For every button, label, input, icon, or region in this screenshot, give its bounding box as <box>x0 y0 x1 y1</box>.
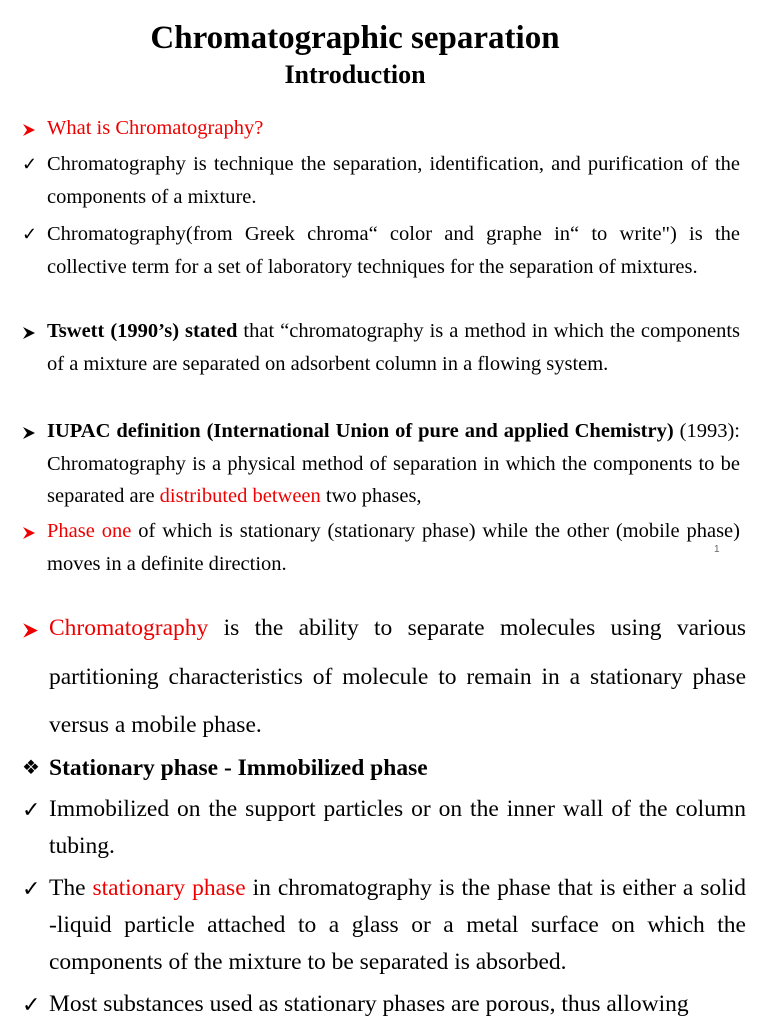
slide-number: 1 <box>714 544 720 555</box>
definition-2-text: Chromatography(from Greek chroma“ color and graphe in“ to write") is the collective term for a set of laboratory techniques for the separation of mixtures. <box>47 223 740 278</box>
check-icon: ✓ <box>22 992 41 1017</box>
phase-one-red: Phase one <box>47 520 132 542</box>
stationary-def-rest: in chromatography is the phase that is either a solid -liquid particle attached to a glass or a metal surface on which the components of the mixture to be separated is absorbed. <box>49 875 746 975</box>
check-icon: ✓ <box>22 797 41 822</box>
page-title: Chromatographic separation <box>150 20 560 56</box>
tswett-bold: Tswett (1990’s) stated <box>47 320 238 342</box>
arrow-bullet-icon <box>22 610 39 647</box>
porous-text: Most substances used as stationary phases are porous, thus allowing <box>49 991 689 1017</box>
tswett-rest: that “chromatography is a method in which the components of a mixture are separated on adsorbent column in a flowing system. <box>47 320 740 375</box>
iupac-text <box>47 415 740 513</box>
chromatography-ability-text <box>49 604 746 750</box>
phase-one-rest: of which is stationary (stationary phase) while the other (mobile phase) moves in a definite direction. <box>47 520 740 575</box>
chromatography-red: Chromatography <box>49 615 209 641</box>
phase-one-text <box>47 515 740 580</box>
question-text: What is Chromatography? <box>47 117 264 139</box>
iupac-rest: (1993): Chromatography is a physical method of separation in which the components to be separated are <box>47 420 740 507</box>
arrow-bullet-icon <box>22 112 36 145</box>
definition-1-text: Chromatography is technique the separation, identification, and purification of the components of a mixture. <box>47 153 740 208</box>
page-subtitle: Introduction <box>284 60 426 89</box>
iupac-bold: IUPAC definition (International Union of pure and applied Chemistry) <box>47 420 674 442</box>
immobilized-text: Immobilized on the support particles or on the inner wall of the column tubing. <box>49 796 746 859</box>
arrow-bullet-icon <box>22 515 36 548</box>
stationary-def-red: stationary phase <box>92 875 246 901</box>
arrow-bullet-icon <box>22 415 36 448</box>
iupac-end: two phases, <box>320 485 422 507</box>
tswett-text <box>47 315 740 380</box>
stationary-def-start: The <box>49 875 93 901</box>
stationary-phase-def-text <box>49 870 746 981</box>
check-icon: ✓ <box>22 876 41 901</box>
diamond-bullet-icon: ❖ <box>22 757 40 779</box>
arrow-bullet-icon <box>22 315 36 348</box>
iupac-red: distributed between <box>159 485 321 507</box>
chromatography-rest: is the ability to separate molecules using various partitioning characteristics of molecule to remain in a stationary phase versus a mobile phase. <box>49 615 746 738</box>
check-icon: ✓ <box>22 154 38 174</box>
check-icon: ✓ <box>22 224 38 244</box>
stationary-phase-heading: Stationary phase - Immobilized phase <box>49 755 428 781</box>
